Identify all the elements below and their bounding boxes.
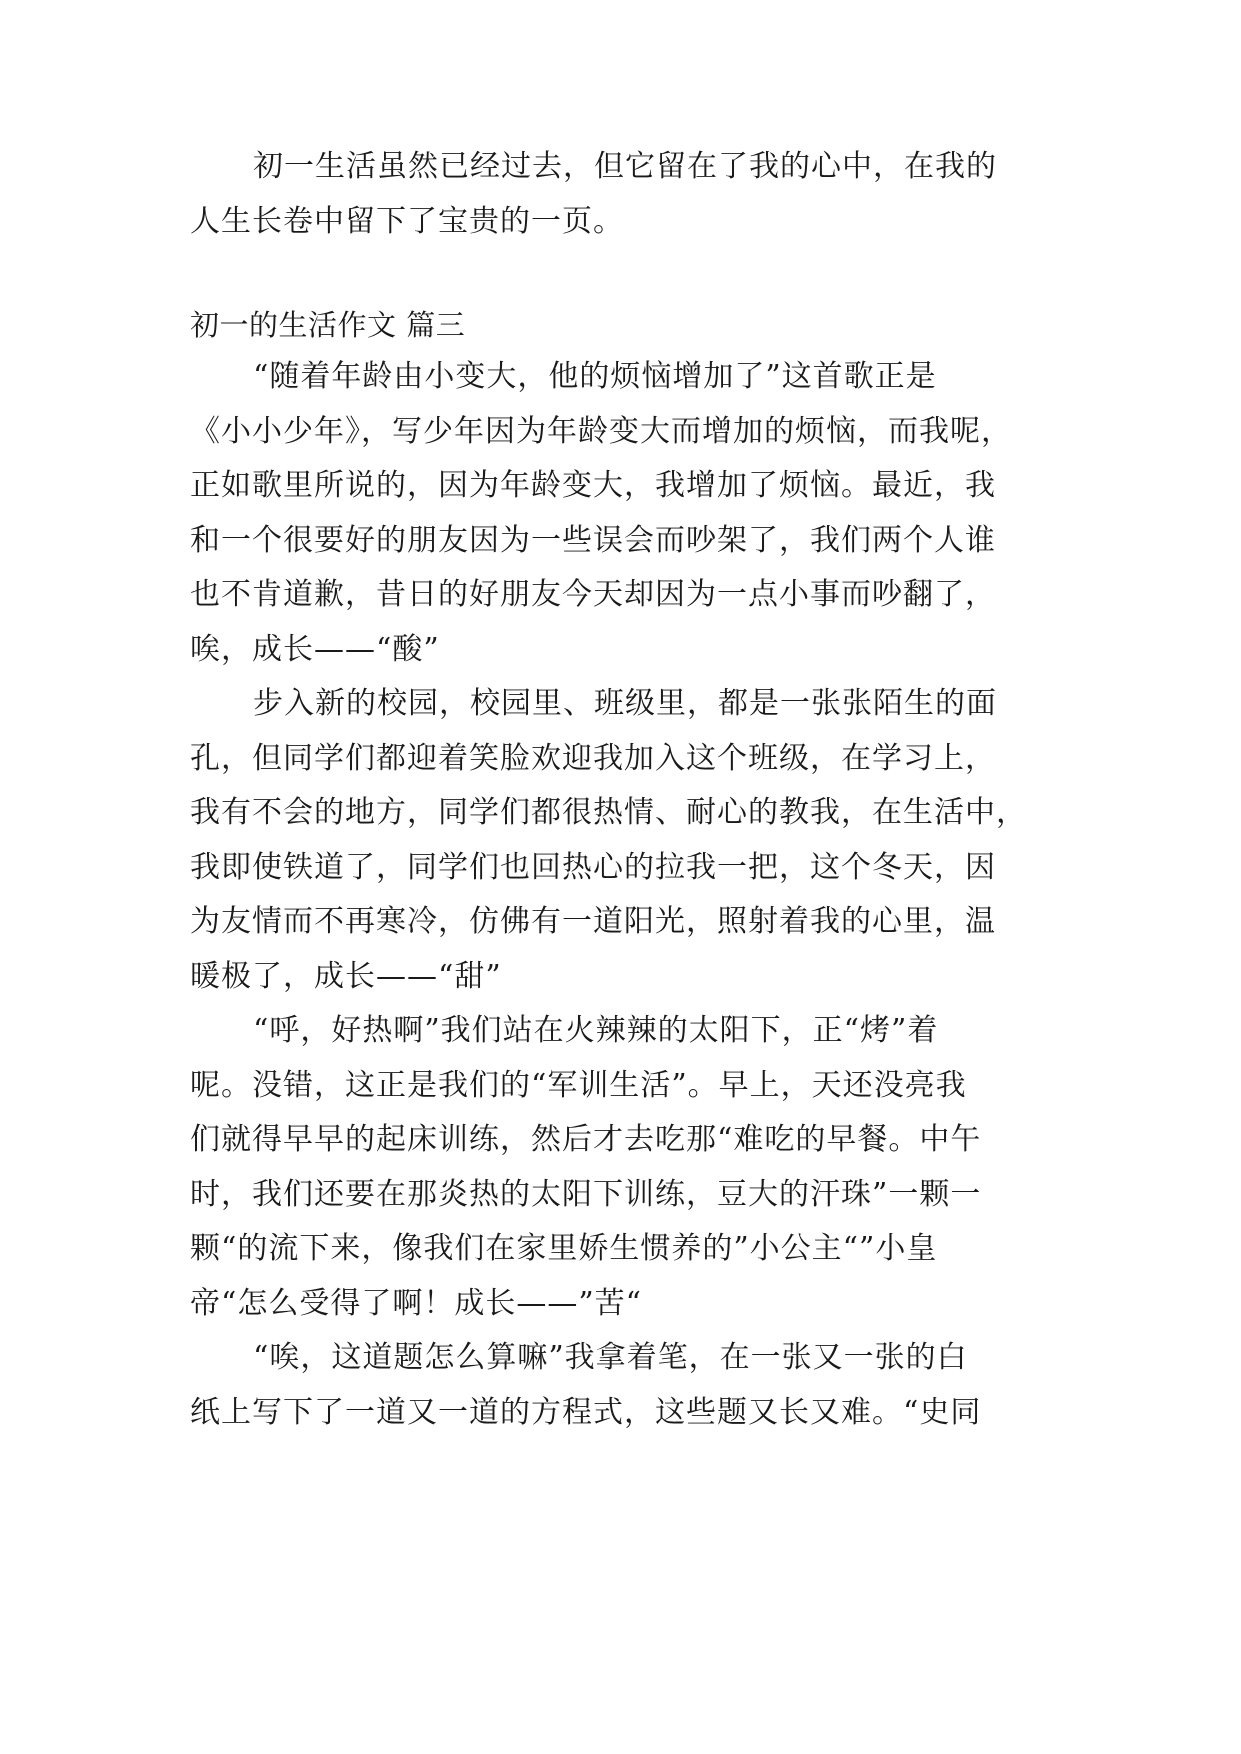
text-line: 我即使铁道了，同学们也回热心的拉我一把，这个冬天，因	[190, 850, 996, 885]
text-line: 步入新的校园，校园里、班级里，都是一张张陌生的面	[253, 686, 997, 721]
text-line: 暖极了，成长——“甜”	[190, 959, 502, 994]
text-line: 纸上写下了一道又一道的方程式，这些题又长又难。“史同	[190, 1395, 982, 1430]
text-line: 们就得早早的起床训练，然后才去吃那“难吃的早餐。中午	[190, 1122, 982, 1157]
text-line: 唉，成长——“酸”	[190, 632, 440, 667]
text-line: 正如歌里所说的，因为年龄变大，我增加了烦恼。最近，我	[190, 468, 996, 503]
text-line: 颗“的流下来，像我们在家里娇生惯养的”小公主“”小皇	[190, 1231, 938, 1266]
text-line: 也不肯道歉，昔日的好朋友今天却因为一点小事而吵翻了，	[190, 577, 996, 612]
text-line: “唉，这道题怎么算嘛”我拿着笔，在一张又一张的白	[253, 1340, 968, 1375]
text-line: “呼，好热啊”我们站在火辣辣的太阳下，正“烤”着	[253, 1013, 939, 1048]
text-line: 我有不会的地方，同学们都很热情、耐心的教我，在生活中，	[190, 795, 1027, 830]
text-line: “随着年龄由小变大，他的烦恼增加了”这首歌正是	[253, 359, 937, 394]
text-line: 为友情而不再寒冷，仿佛有一道阳光，照射着我的心里，温	[190, 904, 996, 939]
text-line: 人生长卷中留下了宝贵的一页。	[190, 204, 624, 239]
text-line: 《小小少年》，写少年因为年龄变大而增加的烦恼，而我呢，	[190, 414, 1012, 449]
text-line: 时，我们还要在那炎热的太阳下训练，豆大的汗珠”一颗一	[190, 1177, 982, 1212]
text-line: 和一个很要好的朋友因为一些误会而吵架了，我们两个人谁	[190, 523, 996, 558]
text-line: 帝“怎么受得了啊！成长——”苦“	[190, 1286, 643, 1321]
text-line: 孔，但同学们都迎着笑脸欢迎我加入这个班级，在学习上，	[190, 741, 996, 776]
section-heading: 初一的生活作文 篇三	[190, 308, 466, 342]
text-line: 呢。没错，这正是我们的“军训生活”。早上，天还没亮我	[190, 1068, 967, 1103]
text-line: 初一生活虽然已经过去，但它留在了我的心中，在我的	[253, 149, 997, 184]
